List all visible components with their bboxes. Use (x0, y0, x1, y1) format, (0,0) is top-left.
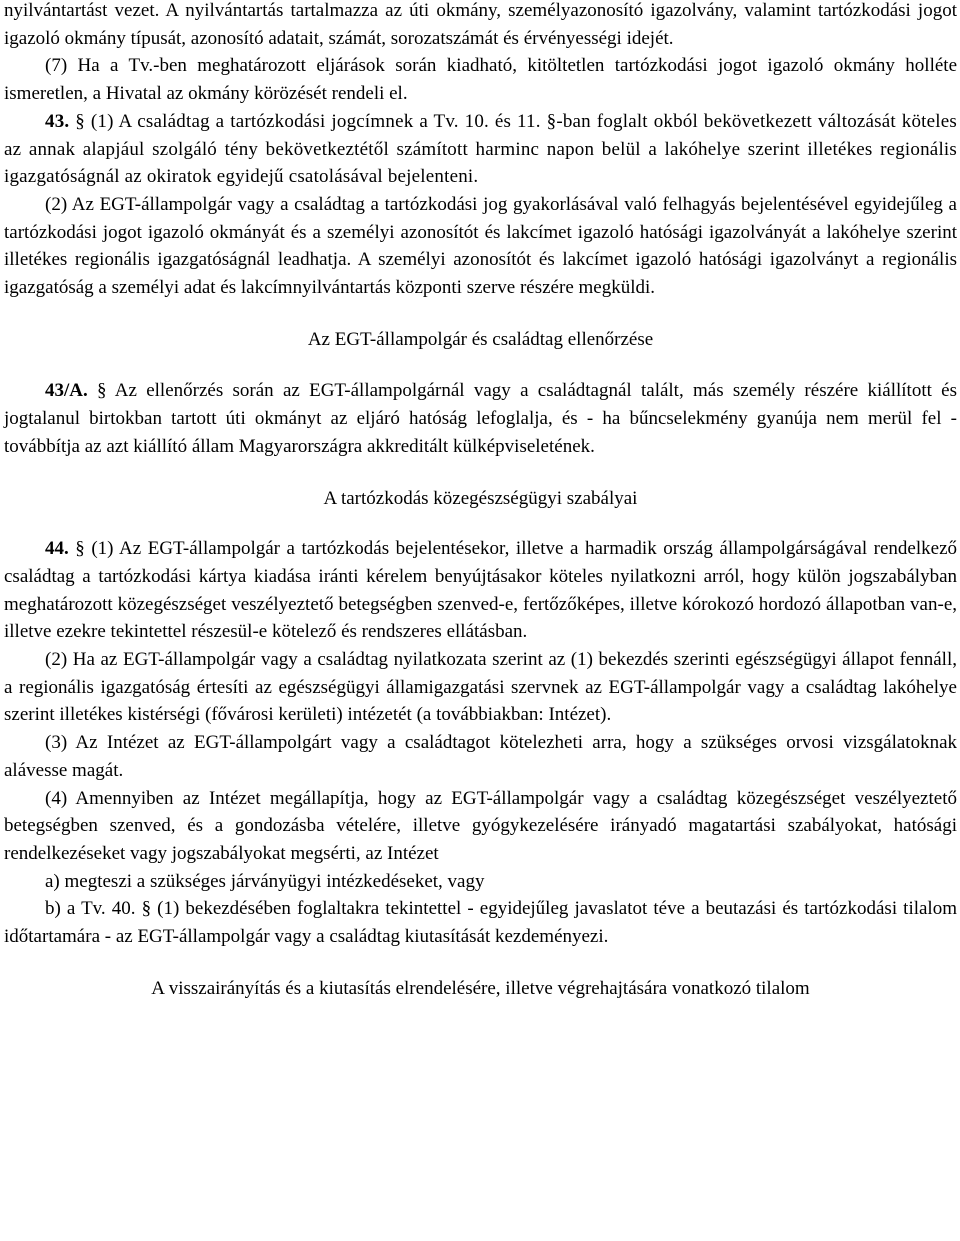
document-body (4, 0, 957, 1003)
heading-return-expulsion-ban: A visszairányítás és a kiutasítás elrendelésére, illetve végrehajtására vonatkozó tilalom (151, 977, 810, 999)
section-number-43a: 43/A. (45, 380, 88, 402)
paragraph-registry-contents: nyilvántartást vezet. A nyilvántartás tartalmazza az úti okmány, személyazonosító igazolvány, valamint tartózkodási jogot igazoló okmány típusát, azonosító adatait, számát, sorozatszámát és érvényességi idejét. (4, 0, 957, 49)
section-43-text: § (1) A családtag a tartózkodási jogcímnek a Tv. 10. és 11. §-ban foglalt okból bekövetkezett változását köteles az annak alapjául szolgáló tény bekövetkeztétől számított harminc napon belül a lakóhelye szerint illetékes regionális igazgatóságnál az okiratok egyidejű csatolásával bejelenteni. (4, 110, 957, 188)
section-44-paragraph-3: (3) Az Intézet az EGT-állampolgárt vagy a családtagot kötelezheti arra, hogy a szükséges orvosi vizsgálatoknak alávesse magát. (4, 732, 957, 781)
section-44-point-b: b) a Tv. 40. § (1) bekezdésében foglaltakra tekintettel - egyidejűleg javaslatot téve a beutazási és tartózkodási tilalom időtartamára - az EGT-állampolgár vagy a családtag kiutasítását kezdeményezi. (4, 898, 957, 948)
heading-egt-check: Az EGT-állampolgár és családtag ellenőrzése (307, 328, 654, 350)
section-44-paragraph-1 (4, 535, 957, 646)
section-44-paragraph-2: (2) Ha az EGT-állampolgár vagy a családtag nyilatkozata szerint az (1) bekezdés szerinti egészségügyi állapot fennáll, a regionális igazgatóság értesíti az egészségügyi államigazgatási szervnek az EGT-állampolgár vagy a családtag lakóhelye szerint illetékes kistérségi (fővárosi kerületi) intézetét (a továbbiakban: Intézet). (4, 649, 957, 726)
section-43-paragraph-1 (4, 108, 957, 191)
section-number-44: 44. (45, 538, 69, 560)
section-44-paragraph-4: (4) Amennyiben az Intézet megállapítja, hogy az EGT-állampolgár vagy a családtag közegészséget veszélyeztető betegségben szenved, és a gondozásba vételére, illetve gyógykezelésére irányadó magatartási szabályokat, hatósági rendelkezéseket vagy jogszabályokat megsérti, az Intézet (4, 787, 957, 864)
section-44-point-a: a) megteszi a szükséges járványügyi intézkedéseket, vagy (45, 870, 485, 892)
section-43a-text: § Az ellenőrzés során az EGT-állampolgárnál vagy a családtagnál talált, más személy részére kiállított és jogtalanul birtokban tartott úti okmányt az eljáró hatóság lefoglalja, és - ha bűncselekmény gyanúja nem merül fel - továbbítja az azt kiállító állam Magyarországra akkreditált külképviseletének. (4, 380, 957, 457)
section-number-43: 43. (45, 110, 70, 132)
section-43a-paragraph (4, 377, 957, 460)
paragraph-7-missing-document: (7) Ha a Tv.-ben meghatározott eljárások során kiadható, kitöltetlen tartózkodási jogot igazoló okmány holléte ismeretlen, a Hivatal az okmány körözését rendeli el. (4, 55, 957, 105)
heading-public-health-rules: A tartózkodás közegészségügyi szabályai (323, 487, 638, 509)
section-43-paragraph-2: (2) Az EGT-állampolgár vagy a családtag a tartózkodási jog gyakorlásával való felhagyás bejelentésével egyidejűleg a tartózkodási jogot igazoló okmányát és a személyi azonosítót és lakcímet igazoló hatósági igazolványát a lakóhelye szerint illetékes regionális igazgatóságnál leadhatja. A személyi azonosítót és lakcímet igazoló hatósági igazolványt a regionális igazgatóság a személyi adat és lakcímnyilvántartás központi szerve részére megküldi. (4, 193, 957, 299)
section-44-text: § (1) Az EGT-állampolgár a tartózkodás bejelentésekor, illetve a harmadik ország állampolgárságával rendelkező családtag a tartózkodási kártya kiadása iránti kérelem benyújtásakor köteles nyilatkozni arról, hogy külön jogszabályban meghatározott közegészséget veszélyeztető betegségben szenved-e, fertőzőképes, illetve kórokozó hordozó állapotban van-e, illetve ezekre tekintettel részesül-e kötelező és rendszeres ellátásban. (4, 538, 957, 643)
